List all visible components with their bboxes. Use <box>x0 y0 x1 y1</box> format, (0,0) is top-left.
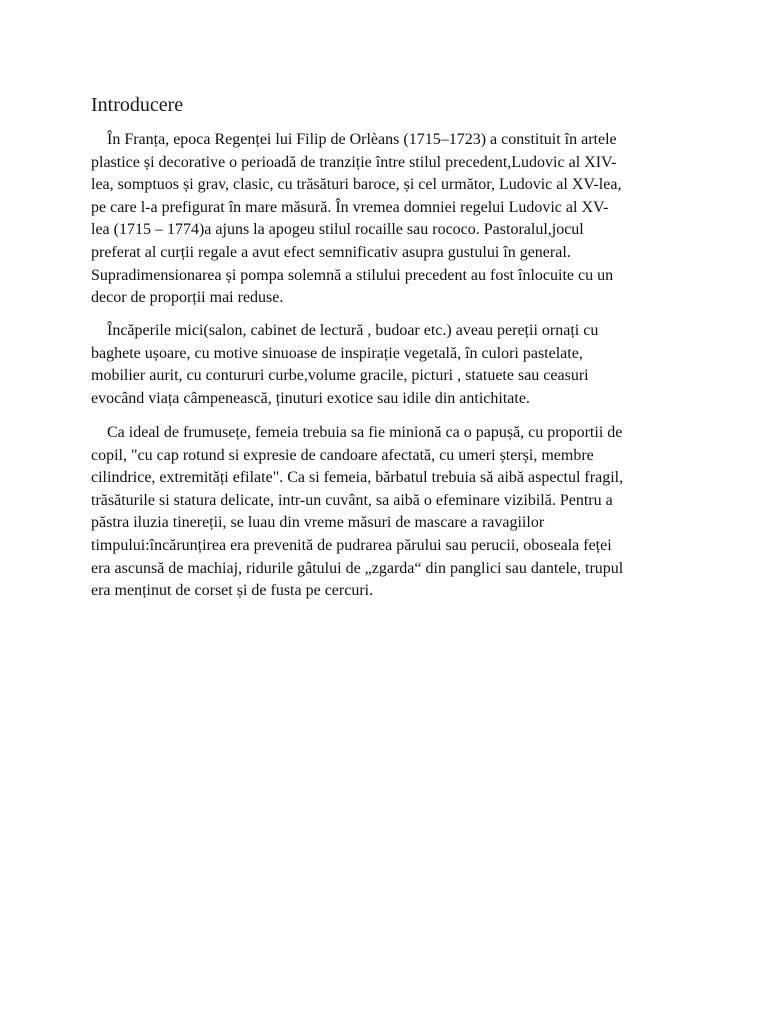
paragraph-line: evocând viața câmpenească, ținuturi exotice sau idile din antichitate. <box>91 389 530 407</box>
paragraph-line: În Franța, epoca Regenței lui Filip de Orlèans (1715–1723) a constituit în artele <box>107 131 617 148</box>
paragraph-line: era menținut de corset și de fusta pe cercuri. <box>91 582 374 600</box>
paragraph-line: Ca ideal de frumusețe, femeia trebuia sa fie minionă ca o papușă, cu proportii de <box>107 424 623 441</box>
paragraph-line: era ascunsă de machiaj, ridurile gâtului de „zgarda“ din panglici sau dantele, trupul <box>91 559 624 577</box>
paragraph-line: Încăperile mici(salon, cabinet de lectură , budoar etc.) aveau pereții ornați cu <box>107 322 599 339</box>
paragraph-line: trăsăturile si statura delicate, intr-un cuvânt, sa aibă o efeminare vizibilă. Pentru a <box>91 491 613 509</box>
paragraph-line: preferat al curții regale a avut efect semnificativ asupra gustului în general. <box>91 243 571 261</box>
paragraph-line: baghete ușoare, cu motive sinuoase de inspirație vegetală, în culori pastelate, <box>91 344 583 362</box>
paragraph-beauty-ideal <box>91 422 691 603</box>
paragraph-line: decor de proporții mai reduse. <box>91 289 284 307</box>
paragraph-line: cilindrice, extremități efilate". Ca si femeia, bărbatul trebuia să aibă aspectul fragil, <box>91 469 624 487</box>
paragraph-line: păstra iluzia tinereții, se luau din vreme măsuri de mascare a ravagiilor <box>91 514 545 532</box>
paragraph-line: pe care l-a prefigurat în mare măsură. În vremea domniei regelui Ludovic al XV- <box>91 198 609 216</box>
paragraph-line: lea (1715 – 1774)a ajuns la apogeu stilul rocaille sau rococo. Pastoralul,jocul <box>91 221 584 239</box>
paragraph-line: mobilier aurit, cu contururi curbe,volume gracile, picturi , statuete sau ceasuri <box>91 367 589 385</box>
paragraph-line: lea, somptuos și grav, clasic, cu trăsături baroce, și cel următor, Ludovic al XV-lea, <box>91 176 622 194</box>
page-title: Introducere <box>91 94 184 116</box>
paragraph-line: Supradimensionarea și pompa solemnă a stilului precedent au fost înlocuite cu un <box>91 266 614 284</box>
paragraph-regency <box>91 129 691 310</box>
paragraph-line: timpului:încărunțirea era prevenită de pudrarea părului sau perucii, oboseala feței <box>91 536 612 554</box>
paragraph-interiors <box>91 320 691 410</box>
paragraph-line: copil, "cu cap rotund si expresie de candoare afectată, cu umeri șterși, membre <box>91 446 594 464</box>
paragraph-line: plastice și decorative o perioadă de tranziție între stilul precedent,Ludovic al XIV- <box>91 153 617 171</box>
